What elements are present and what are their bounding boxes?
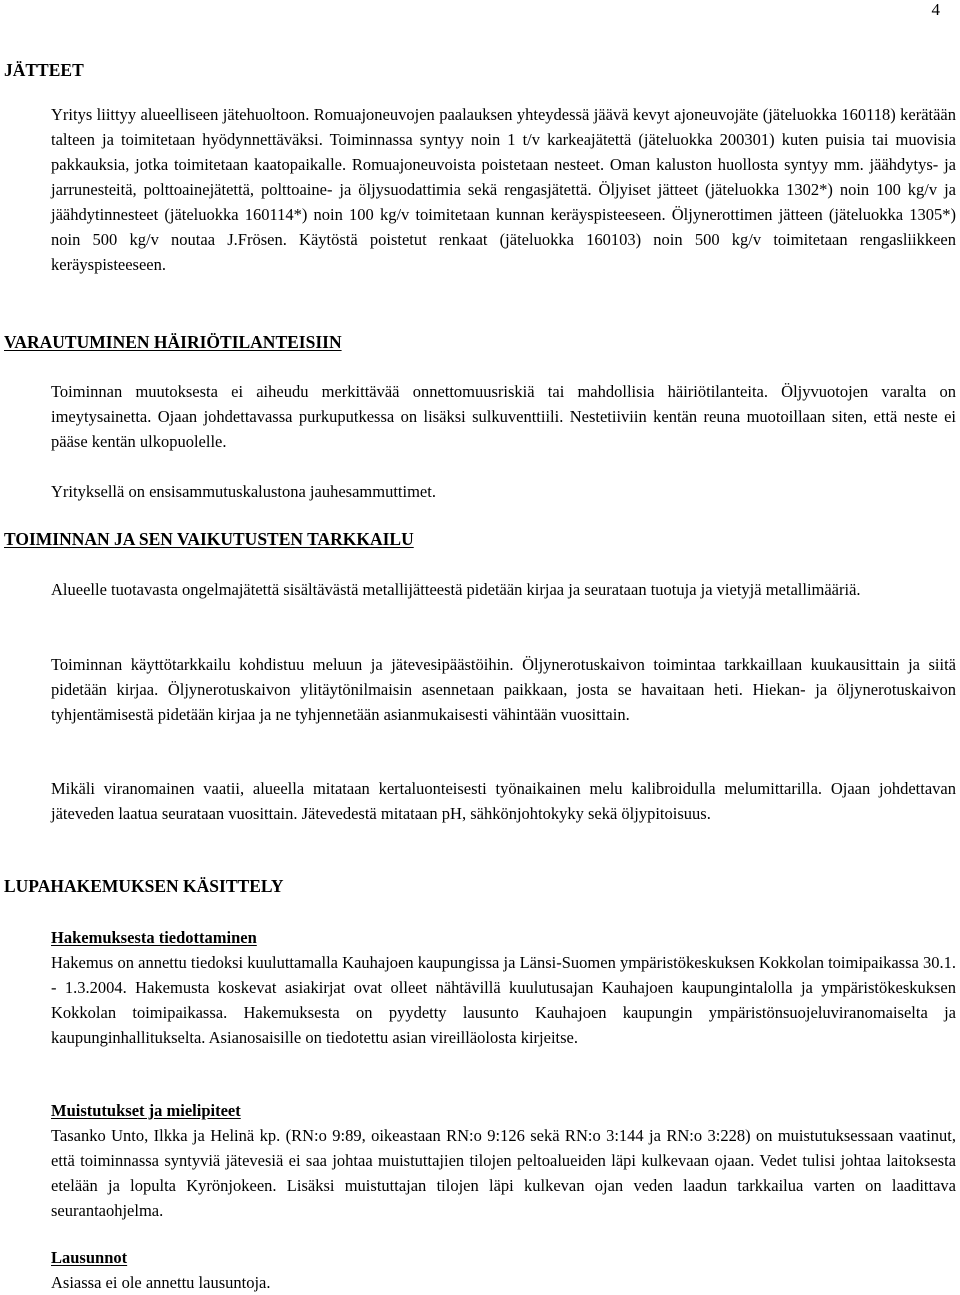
page-number: 4 bbox=[931, 0, 940, 19]
heading-varautuminen: VARAUTUMINEN HÄIRIÖTILANTEISIIN bbox=[4, 332, 342, 352]
heading-tarkkailu: TOIMINNAN JA SEN VAIKUTUSTEN TARKKAILU bbox=[4, 529, 414, 549]
paragraph-jatteet: Yritys liittyy alueelliseen jätehuoltoon. Romuajoneuvojen paalauksen yhteydessä jäävä kevyt ajoneuvojäte (jäteluokka 160118) kerätään talteen ja toimitetaan hyödynnettäväksi. Toiminnassa syntyy noin 1 t/v karkeajätettä (jäteluokka 200301) kuten puisia tai muovisia pakkauksia, jotka toimitetaan kaatopaikalle. Romuajoneuvoista poistetaan nesteet. Oman kaluston huollosta syntyy mm. jäähdytys- ja jarrunesteitä, polttoainejätettä, polttoaine- ja öljysuodattimia sekä rengasjätettä. Öljyiset jätteet (jäteluokka 1302*) noin 100 kg/v ja jäähdytinnesteet (jäteluokka 160114*) noin 100 kg/v toimitetaan kunnan keräyspisteeseen. Öljynerottimen jätteen (jäteluokka 1305*) noin 500 kg/v noutaa J.Frösen. Käytöstä poistetut renkaat (jäteluokka 160103) noin 500 kg/v toimitetaan rengasliikkeen keräyspisteeseen. bbox=[51, 105, 956, 274]
paragraph-tarkkailu-3: Mikäli viranomainen vaatii, alueella mitataan kertaluonteisesti työnaikainen melu kalibroidulla melumittarilla. Ojaan johdettavan jäteveden laatua seurataan vuosittain. Jätevedestä mitataan pH, sähkönjohtokyky sekä öljypitoisuus. bbox=[51, 779, 956, 823]
paragraph-tarkkailu-2: Toiminnan käyttötarkkailu kohdistuu meluun ja jätevesipäästöihin. Öljynerotuskaivon toimintaa tarkkaillaan kuukausittain ja siitä pidetään kirjaa. Öljynerotuskaivon ylitäytönilmaisin asennetaan paikkaan, josta se havaitaan heti. Hiekan- ja öljynerotuskaivon tyhjentämisestä pidetään kirjaa ja ne tyhjennetään asianmukaisesti vähintään vuosittain. bbox=[51, 655, 956, 724]
paragraph-varautuminen-1: Toiminnan muutoksesta ei aiheudu merkittävää onnettomuusriskiä tai mahdollisia häiriötilanteita. Öljyvuotojen varalta on imeytysainetta. Ojaan johdettavassa purkuputkessa on lisäksi sulkuventtiili. Nestetiiviin kentän reuna muotoillaan siten, että neste ei pääse kentän ulkopuolelle. bbox=[51, 382, 956, 451]
block-tiedottaminen bbox=[51, 925, 956, 1050]
heading-jatteet: JÄTTEET bbox=[4, 60, 84, 80]
paragraph-varautuminen-2: Yrityksellä on ensisammutuskalustona jauhesammuttimet. bbox=[51, 482, 436, 501]
subheading-muistutukset: Muistutukset ja mielipiteet bbox=[51, 1101, 241, 1120]
subheading-tiedottaminen: Hakemuksesta tiedottaminen bbox=[51, 928, 257, 947]
paragraph-lausunnot: Asiassa ei ole annettu lausuntoja. bbox=[51, 1273, 271, 1292]
heading-lupahakemus: LUPAHAKEMUKSEN KÄSITTELY bbox=[4, 876, 284, 896]
subheading-lausunnot: Lausunnot bbox=[51, 1248, 128, 1267]
paragraph-muistutukset: Tasanko Unto, Ilkka ja Helinä kp. (RN:o 9:89, oikeastaan RN:o 9:126 sekä RN:o 3:144 ja RN:o 3:228) on muistutuksessaan vaatinut, että toiminnassa syntyviä jätevesiä ei saa johtaa muistuttajien tilojen peltoalueiden läpi kulkevaan ojaan. Vedet tulisi johtaa laitoksesta etelään ja lopulta Kyrönjokeen. Lisäksi muistuttajan tilojen läpi kulkevan ojan veden laadun tarkkailua varten on laadittava seurantaohjelma. bbox=[51, 1126, 956, 1220]
block-muistutukset bbox=[51, 1098, 956, 1223]
block-lausunnot bbox=[51, 1245, 956, 1295]
paragraph-tiedottaminen: Hakemus on annettu tiedoksi kuuluttamalla Kauhajoen kaupungissa ja Länsi-Suomen ympäristökeskuksen Kokkolan toimipaikassa 30.1. - 1.3.2004. Hakemusta koskevat asiakirjat ovat olleet nähtävillä kuulutusajan Kauhajoen kaupungintalolla ja ympäristökeskuksen Kokkolan toimipaikassa. Hakemuksesta on pyydetty lausunto Kauhajoen kaupungin ympäristönsuojeluviranomaiselta ja kaupunginhallitukselta. Asianosaisille on tiedotettu asian vireilläolosta kirjeitse. bbox=[51, 953, 956, 1047]
paragraph-tarkkailu-1: Alueelle tuotavasta ongelmajätettä sisältävästä metallijätteestä pidetään kirjaa ja seurataan tuotuja ja vietyjä metallimääriä. bbox=[51, 580, 861, 599]
